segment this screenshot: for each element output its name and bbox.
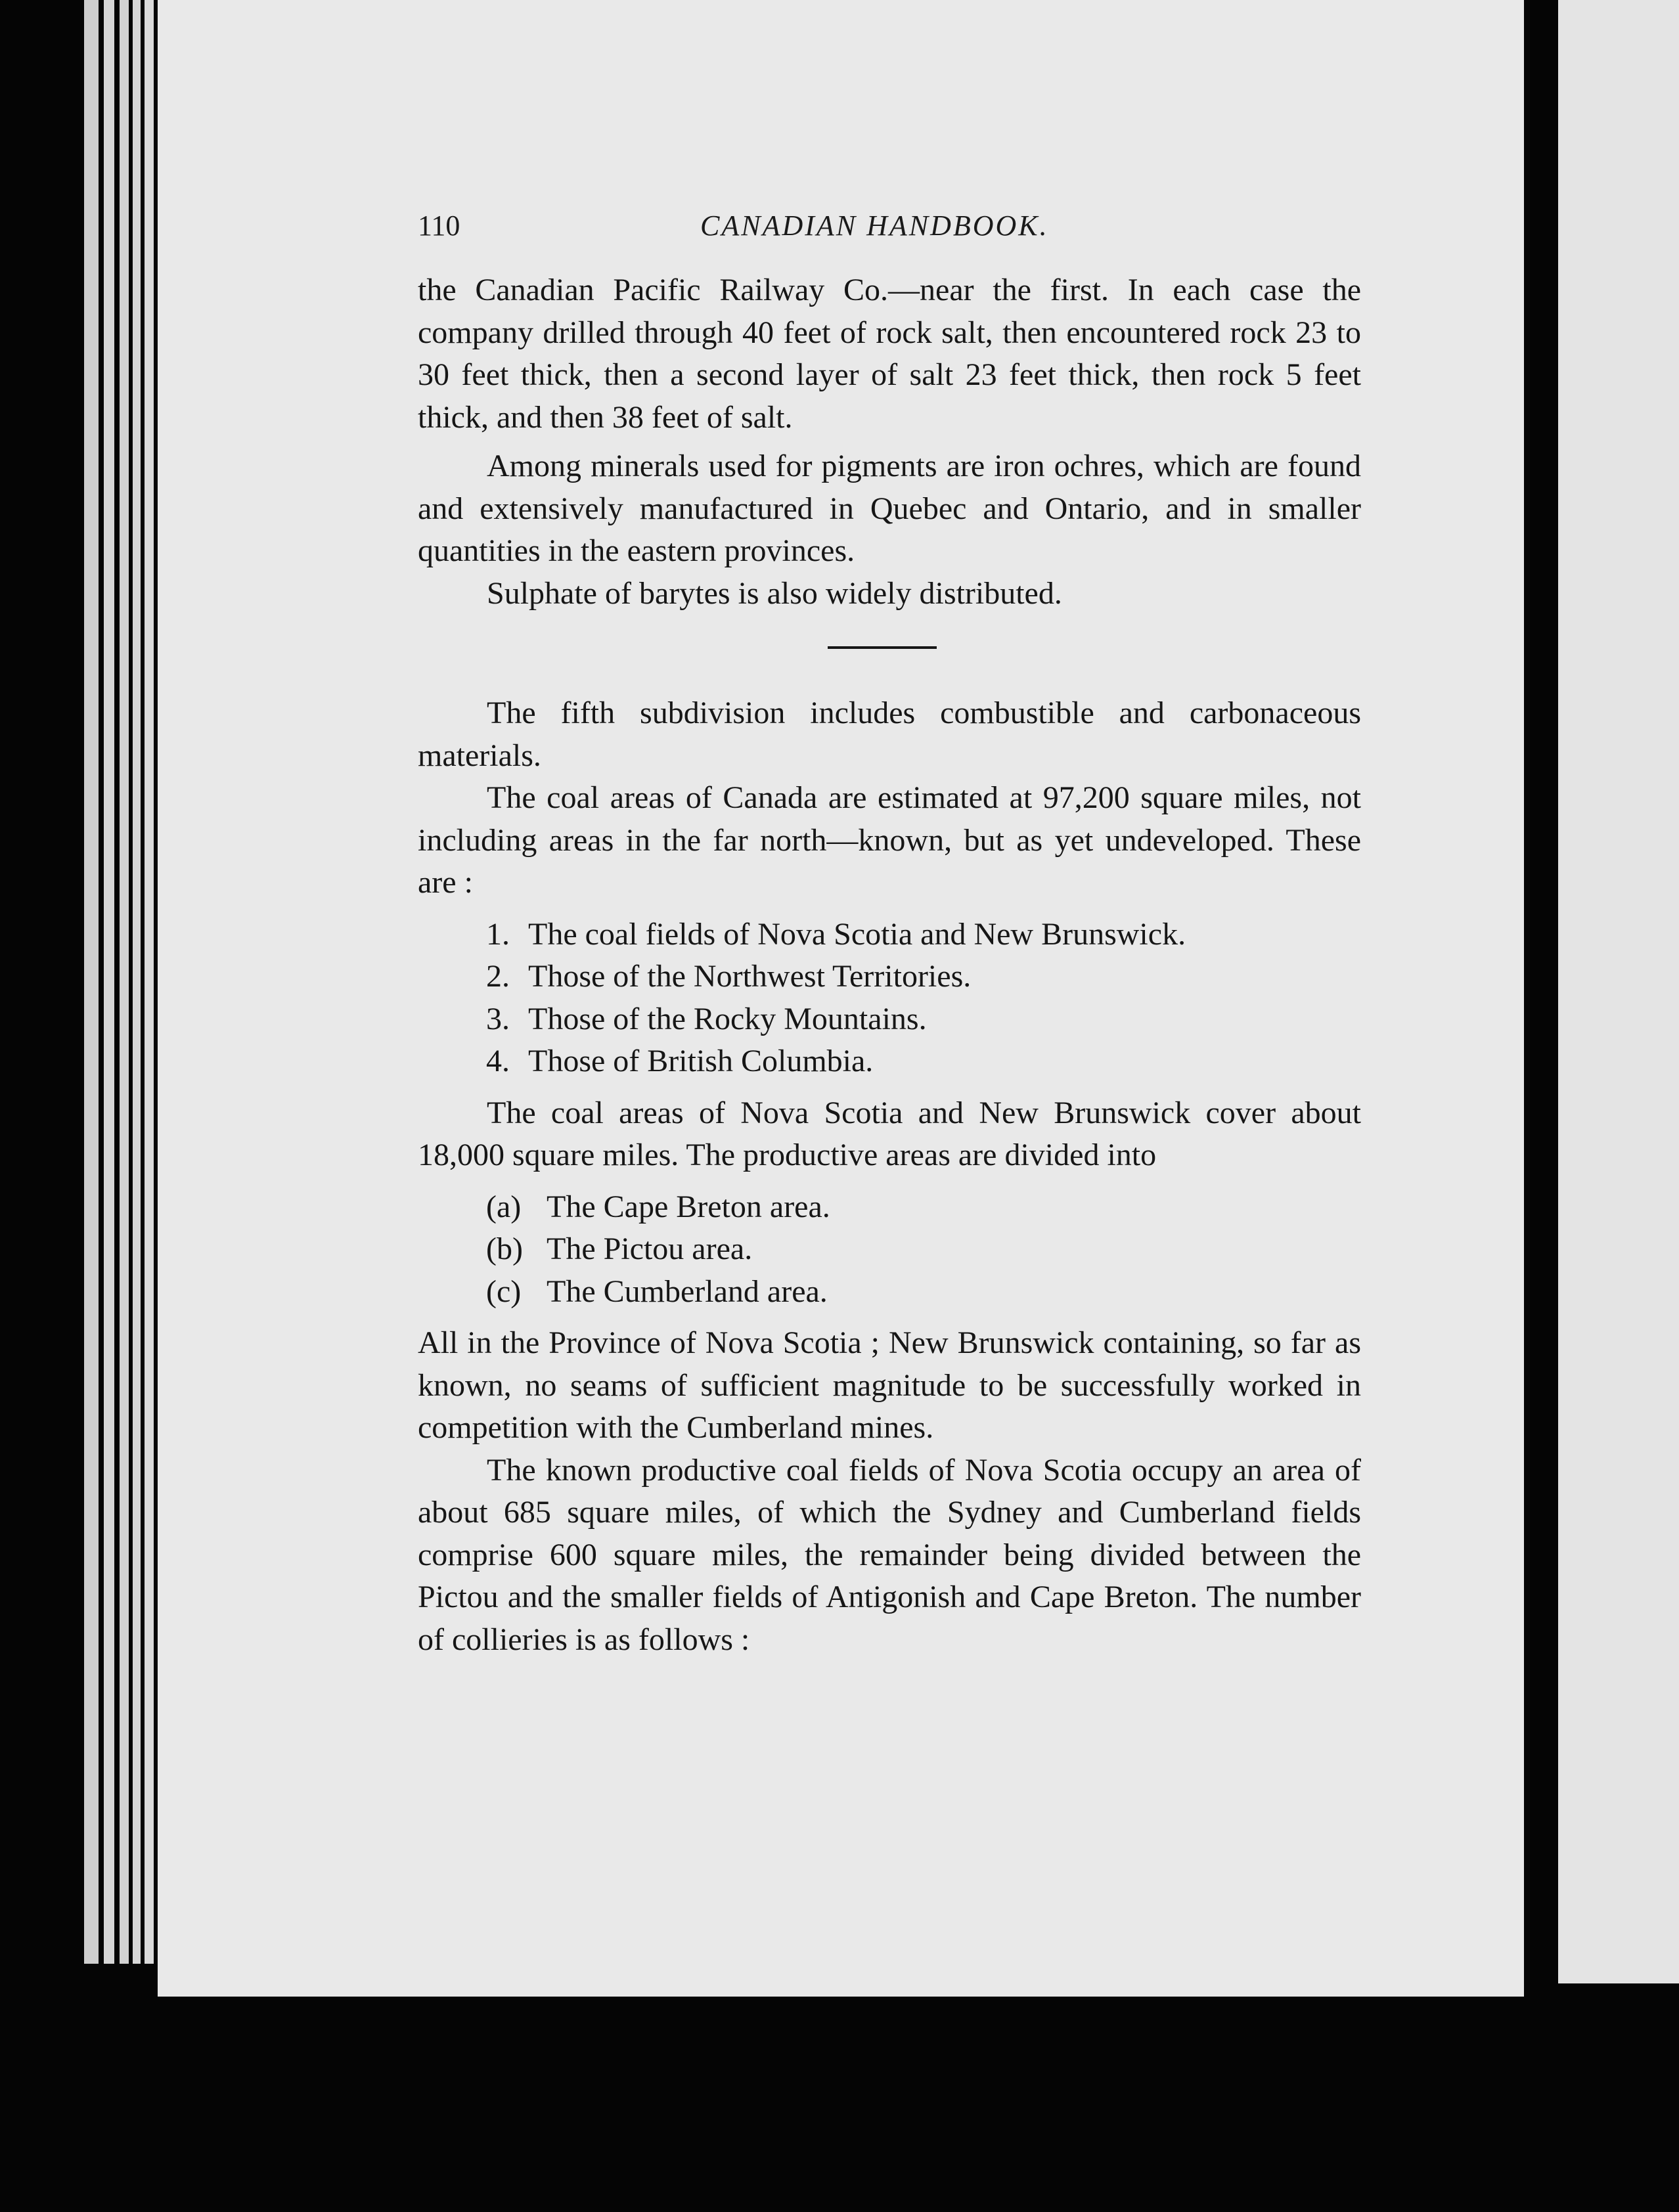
list-item: 3. Those of the Rocky Mountains. [486,1001,927,1036]
page-edge [120,0,129,1964]
running-title: CANADIAN HANDBOOK. [700,210,1049,242]
list-item: 2. Those of the Northwest Territories. [486,959,972,994]
productive-areas-list [486,1186,1361,1314]
coal-fields-list [486,914,1361,1083]
list-item: 1. The coal fields of Nova Scotia and New Brunswick. [486,916,1186,952]
page-edge [133,0,141,1964]
page-edge [145,0,154,1964]
list-item: (c) The Cumberland area. [486,1273,828,1309]
page-edge [104,0,114,1964]
paragraph: The fifth subdivision includes combustible and carbonaceous materials. [418,696,1361,773]
paragraph: The known productive coal fields of Nova Scotia occupy an area of about 685 square miles, of which the Sydney and Cumberland fields comprise 600 square miles, the remainder being divided between the Pictou and the smaller fields of Antigonish and Cape Breton. The number of collieries is as follows : [418,1452,1361,1657]
list-item: (a) The Cape Breton area. [486,1189,830,1224]
paragraph: All in the Province of Nova Scotia ; New Brunswick containing, so far as known, no seams of sufficient magnitude to be successfully worked in competition with the Cumberland mines. [418,1325,1361,1445]
page-text [418,269,1361,1661]
facing-page-edge [1558,0,1679,1983]
paragraph: The coal areas of Canada are estimated at 97,200 square miles, not including areas in the far north—known, but as yet undeveloped. These are : [418,780,1361,900]
page-edge [84,0,99,1964]
page-number: 110 [418,210,460,242]
section-divider [828,646,937,649]
list-item: (b) The Pictou area. [486,1231,753,1266]
running-header [418,209,1370,248]
paragraph: The coal areas of Nova Scotia and New Brunswick cover about 18,000 square miles. The productive areas are divided into [418,1095,1361,1172]
list-item: 4. Those of British Columbia. [486,1044,874,1078]
paragraph: Sulphate of barytes is also widely distributed. [487,575,1062,611]
paragraph: Among minerals used for pigments are iron ochres, which are found and extensively manufactured in Quebec and Ontario, and in smaller quantities in the eastern provinces. [418,449,1361,568]
paragraph: the Canadian Pacific Railway Co.—near the first. In each case the company drilled through 40 feet of rock salt, then encountered rock 23 to 30 feet thick, then a second layer of salt 23 feet thick, then rock 5 feet thick, and then 38 feet of salt. [418,273,1361,435]
